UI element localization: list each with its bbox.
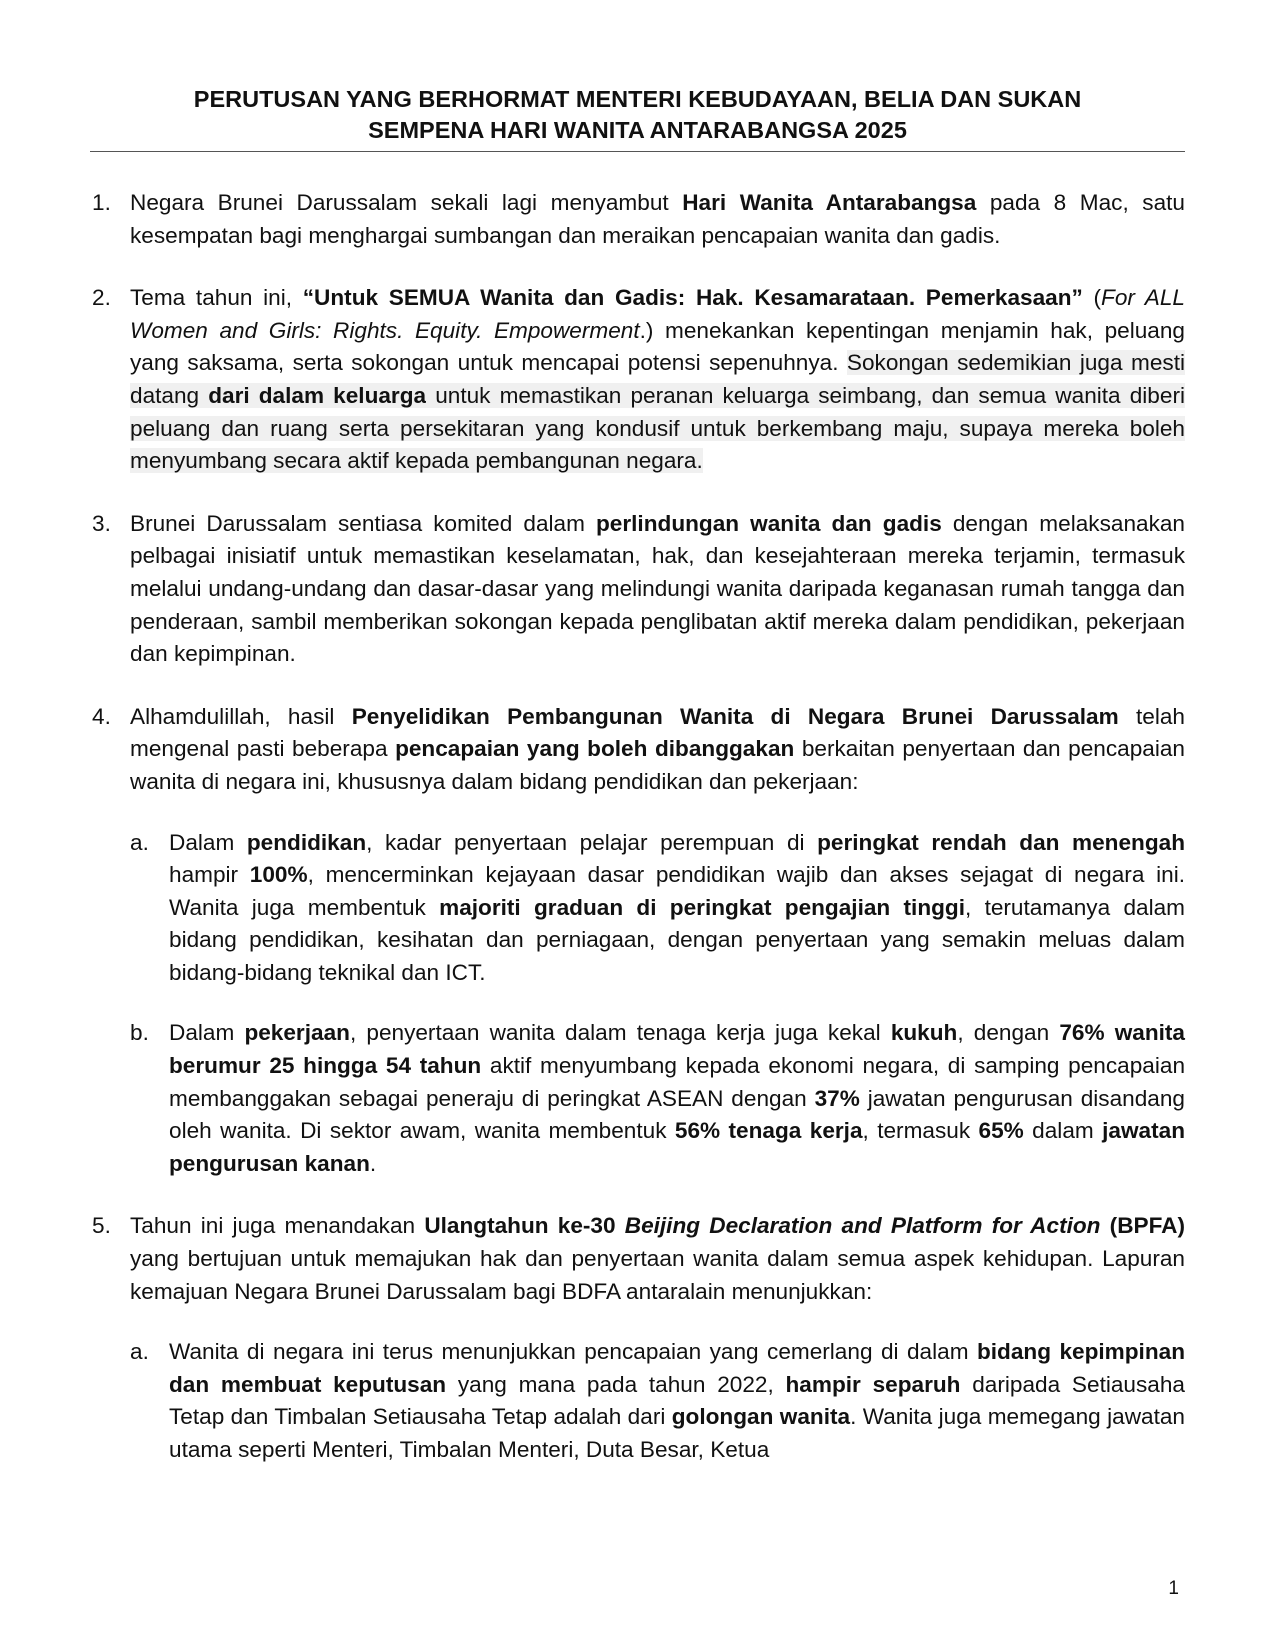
body-text: yang bertujuan untuk memajukan hak dan penyertaan wanita dalam semua aspek kehidupan. Lapuran kemajuan Negara Brunei Darussalam bagi BDFA antaralain menunjukkan: — [130, 1246, 1185, 1304]
body-text: untuk memastikan peranan keluarga seimbang, dan semua wanita diberi peluang dan ruang serta persekitaran yang kondusif untuk berkembang maju, supaya mereka boleh menyumbang secara aktif kepada pembangunan negara. — [130, 382, 1185, 474]
bold-text: majoriti graduan di peringkat pengajian tinggi — [439, 894, 965, 920]
bold-text: Ulangtahun ke-30 — [424, 1213, 625, 1239]
bold-text: pendidikan — [246, 829, 367, 855]
body-text: , mencerminkan kejayaan dasar pendidikan wajib dan akses sejagat di negara ini. Wanita juga membentuk — [169, 862, 1185, 920]
body-text: Dalam — [169, 829, 247, 855]
body-text: Tahun ini juga menandakan — [130, 1213, 425, 1239]
body-text: , terutamanya dalam bidang pendidikan, kesihatan dan perniagaan, dengan penyertaan yang semakin meluas dalam bidang-bidang teknikal dan ICT. — [169, 894, 1185, 985]
body-text: Negara Brunei Darussalam sekali lagi menyambut — [130, 190, 683, 215]
bold-text: Hari Wanita Antarabangsa — [682, 190, 977, 215]
body-text: berkaitan penyertaan dan pencapaian wanita di negara ini, khususnya dalam bidang pendidikan dan pekerjaan: — [130, 736, 1185, 794]
document-body — [90, 187, 1185, 1467]
title-divider — [90, 151, 1185, 152]
body-text: . Wanita juga memegang jawatan utama seperti Menteri, Timbalan Menteri, Duta Besar, Ketua — [169, 1404, 1185, 1462]
paragraph-number: 4. — [92, 703, 111, 729]
paragraph-number: 1. — [92, 190, 111, 215]
body-text: , kadar penyertaan pelajar perempuan di — [366, 829, 818, 855]
numbered-paragraph — [90, 187, 1185, 252]
body-text: ( — [1082, 285, 1102, 311]
bold-text: 65% — [978, 1118, 1024, 1144]
paragraph-number: 5. — [92, 1213, 111, 1239]
bold-text: hampir separuh — [785, 1371, 961, 1397]
bold-text — [625, 1213, 1101, 1238]
bold-text: pekerjaan — [244, 1020, 350, 1046]
bold-text: jawatan pengurusan kanan — [169, 1118, 1185, 1176]
sub-paragraph-letter: a. — [130, 829, 149, 855]
body-text: jawatan pengurusan disandang oleh wanita. Di sektor awam, wanita membentuk — [169, 1085, 1185, 1144]
bold-text: golongan wanita — [671, 1404, 851, 1430]
italic-text: For ALL Women and Girls: Rights. Equity. Empowerment — [130, 285, 1185, 343]
bold-text: kukuh — [890, 1020, 958, 1046]
body-text: .) menekankan kepentingan menjamin hak, peluang yang saksama, serta sokongan untuk mencapai potensi sepenuhnya. — [130, 317, 1185, 376]
body-text: , termasuk — [862, 1118, 979, 1144]
paragraph-number: 2. — [92, 285, 111, 311]
body-text: dengan melaksanakan pelbagai inisiatif untuk memastikan keselamatan, hak, dan kesejahteraan mereka terjamin, termasuk melalui undang-undang dan dasar-dasar yang melindungi wanita daripada keganasan rumah tangga dan penderaan, sambil memberikan sokongan kepada penglibatan aktif mereka dalam pendidikan, pekerjaan dan kepimpinan. — [130, 510, 1186, 667]
bold-text: 76% wanita berumur 25 hingga 54 tahun — [169, 1020, 1185, 1079]
bold-text: 56% tenaga kerja — [674, 1118, 863, 1144]
bold-text: “Untuk SEMUA Wanita dan Gadis: Hak. Kesamarataan. Pemerkasaan” — [302, 285, 1083, 311]
paragraph-number: 3. — [92, 510, 111, 536]
numbered-paragraph — [90, 701, 1185, 799]
body-text: Alhamdulillah, hasil — [130, 703, 352, 729]
body-text: dalam — [1023, 1118, 1103, 1144]
bold-text: Penyelidikan Pembangunan Wanita di Negara Brunei Darussalam — [351, 703, 1119, 729]
body-text: daripada Setiausaha Tetap dan Timbalan Setiausaha Tetap adalah dari — [169, 1371, 1185, 1430]
sub-paragraph-letter: a. — [130, 1339, 149, 1365]
bold-text: peringkat rendah dan menengah — [817, 829, 1185, 855]
body-text: telah mengenal pasti beberapa — [130, 703, 1185, 762]
page-number: 1 — [1168, 1578, 1179, 1599]
bold-text: 37% — [814, 1085, 860, 1111]
sub-paragraph — [90, 827, 1185, 990]
bold-text: (BPFA) — [1100, 1213, 1185, 1239]
emphasis-text: Beijing Declaration and Platform for Action — [624, 1213, 1101, 1239]
body-text: Brunei Darussalam sentiasa komited dalam — [130, 510, 596, 536]
body-text: , dengan — [957, 1020, 1060, 1046]
bold-text: perlindungan wanita dan gadis — [596, 510, 942, 536]
body-text: yang mana pada tahun 2022, — [446, 1371, 786, 1397]
sub-paragraph-letter: b. — [130, 1020, 149, 1046]
numbered-paragraph — [90, 508, 1185, 671]
body-text: Sokongan sedemikian juga mesti datang — [130, 350, 1185, 408]
body-text: . — [369, 1150, 377, 1176]
numbered-paragraph — [90, 282, 1185, 478]
bold-text: pencapaian yang boleh dibanggakan — [395, 736, 795, 762]
title-line-2: SEMPENA HARI WANITA ANTARABANGSA 2025 — [368, 117, 907, 143]
sub-paragraph — [90, 1336, 1185, 1466]
sub-paragraph — [90, 1017, 1185, 1180]
body-text: Dalam — [169, 1020, 245, 1046]
bold-text: bidang kepimpinan dan membuat keputusan — [169, 1339, 1186, 1397]
body-text: hampir — [169, 862, 250, 888]
document-title — [90, 84, 1185, 146]
numbered-paragraph — [90, 1210, 1185, 1308]
body-text: pada 8 Mac, satu kesempatan bagi menghargai sumbangan dan meraikan pencapaian wanita dan gadis. — [130, 190, 1185, 248]
body-text: Tema tahun ini, — [130, 285, 303, 311]
body-text: aktif menyumbang kepada ekonomi negara, di samping pencapaian membanggakan sebagai peneraju di peringkat ASEAN dengan — [169, 1053, 1186, 1111]
bold-text: dari dalam keluarga — [208, 382, 427, 408]
body-text: Wanita di negara ini terus menunjukkan pencapaian yang cemerlang di dalam — [169, 1339, 977, 1365]
body-text: , penyertaan wanita dalam tenaga kerja juga kekal — [349, 1020, 891, 1046]
bold-text: 100% — [249, 862, 308, 888]
title-line-1: PERUTUSAN YANG BERHORMAT MENTERI KEBUDAYAAN, BELIA DAN SUKAN — [193, 86, 1082, 112]
